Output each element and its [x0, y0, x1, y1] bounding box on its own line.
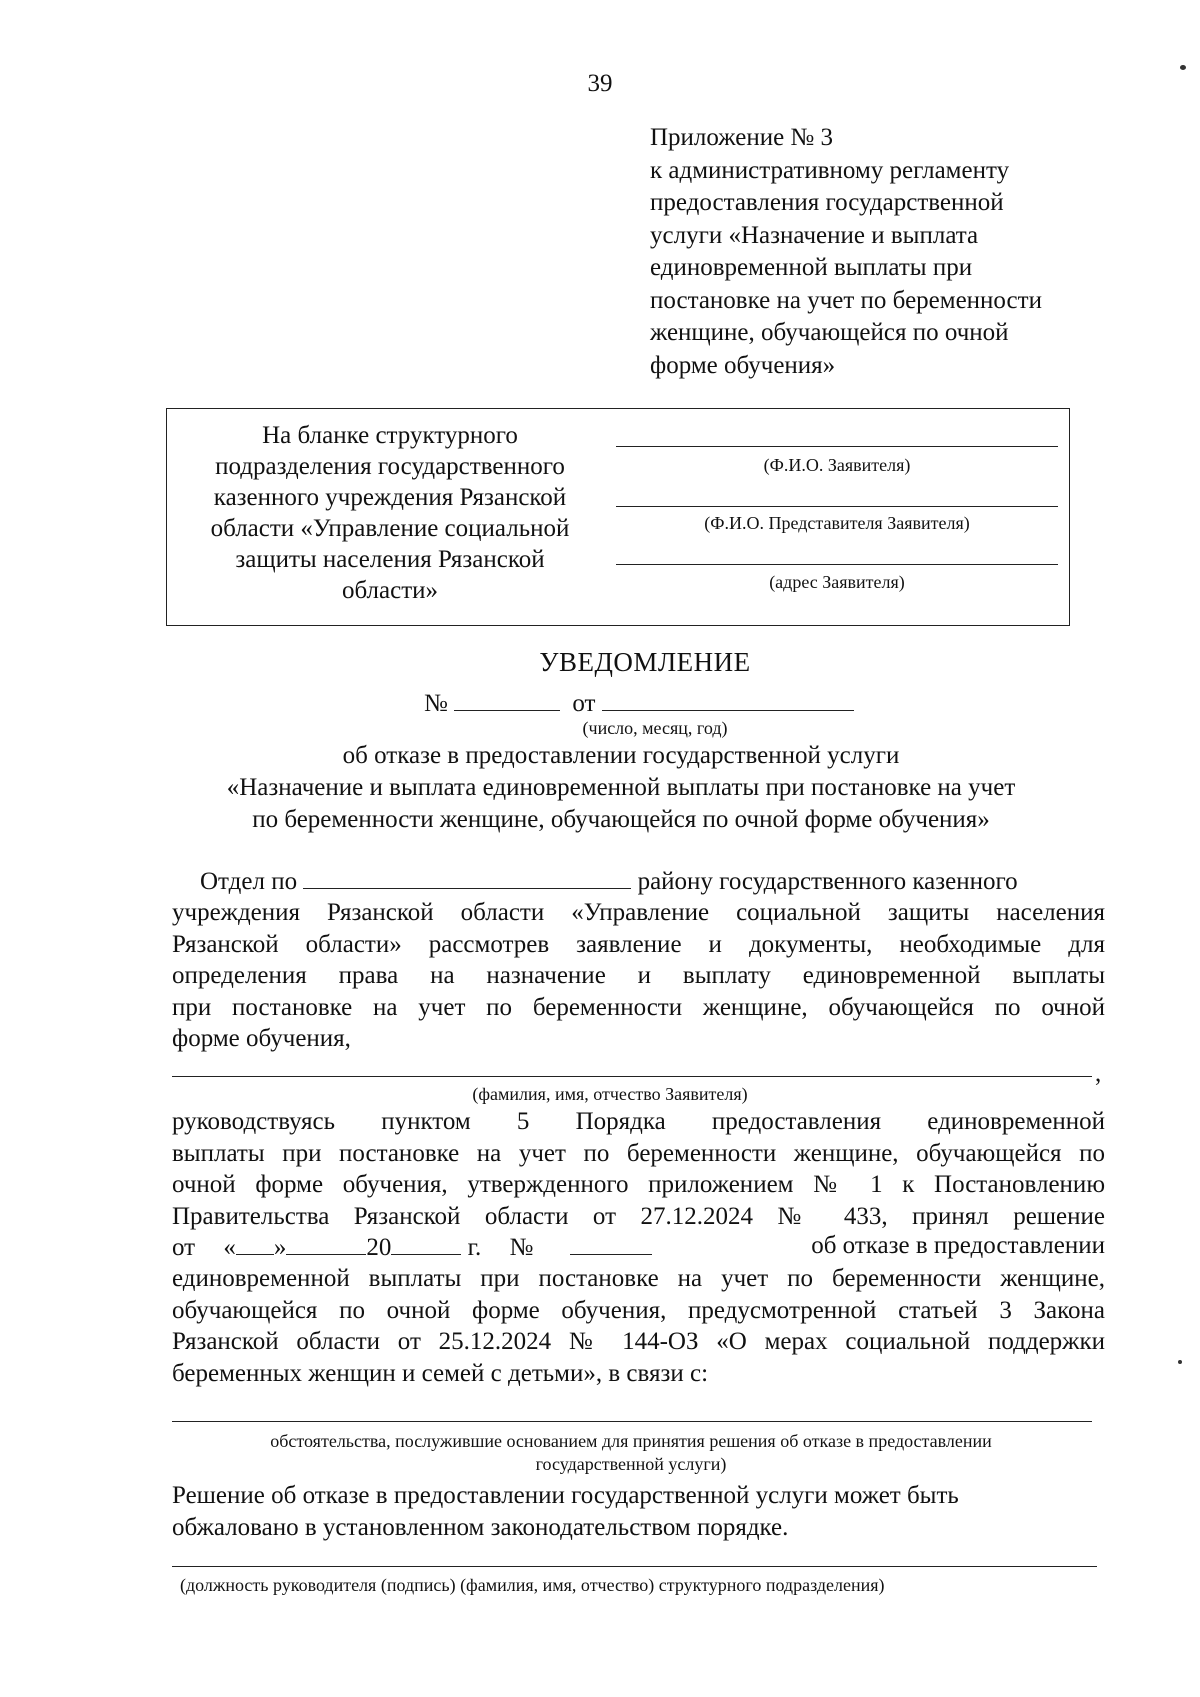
para1-first-line — [200, 866, 1018, 896]
decision-number-field[interactable] — [570, 1232, 652, 1255]
page-number: 39 — [587, 70, 613, 97]
appendix-line: единовременной выплаты при — [650, 254, 973, 281]
para1-line: определения права на назначение и выплату единовременной выплаты — [172, 962, 1105, 989]
district-field[interactable] — [303, 866, 631, 889]
open-quote: « — [223, 1234, 236, 1261]
appendix-line: постановке на учет по беременности — [650, 286, 1042, 314]
year-prefix: 20 — [366, 1234, 392, 1261]
para3-line: Рязанской области от 25.12.2024 № 144-ОЗ «О мерах социальной поддержки — [172, 1328, 1105, 1355]
para3-line: обучающейся по очной форме обучения, предусмотренной статьей 3 Закона — [172, 1296, 1105, 1324]
appendix-line: предоставления государственной — [650, 189, 1004, 216]
circumstances-caption-line: обстоятельства, послужившие основанием для принятия решения об отказе в предоставлении — [270, 1431, 992, 1451]
notice-number-field[interactable] — [454, 688, 560, 711]
para1-after: району государственного казенного — [637, 868, 1018, 895]
letterhead-line: подразделения государственного — [215, 453, 565, 480]
signature-caption: (должность руководителя (подпись) (фамилия, имя, отчество) структурного подразделения) — [180, 1575, 885, 1595]
applicant-name-field[interactable] — [616, 446, 1058, 447]
decision-day-field[interactable] — [236, 1232, 274, 1255]
applicant-fullname-field[interactable] — [172, 1076, 1092, 1077]
applicant-fullname-caption: (фамилия, имя, отчество Заявителя) — [472, 1084, 748, 1104]
representative-caption: (Ф.И.О. Представителя Заявителя) — [704, 513, 970, 533]
para2-line: руководствуясь пунктом 5 Порядка предоставления единовременной — [172, 1108, 1105, 1135]
decision-number-sign: № — [509, 1234, 534, 1261]
representative-name-field[interactable] — [616, 506, 1058, 507]
number-sign: № — [424, 690, 448, 717]
circumstances-caption — [166, 1430, 1096, 1476]
para1-line: форме обучения, — [172, 1025, 351, 1052]
notice-subject — [166, 740, 1076, 836]
letterhead-text — [186, 420, 594, 606]
circumstances-field[interactable] — [172, 1421, 1092, 1422]
appendix-line: женщине, обучающейся по очной — [650, 319, 1009, 346]
from-word: от — [572, 690, 596, 717]
para3 — [172, 1263, 1105, 1389]
letterhead-line: казенного учреждения Рязанской — [213, 484, 567, 511]
decision-from: от — [172, 1234, 196, 1261]
appeal-text — [172, 1480, 959, 1544]
para3-line: единовременной выплаты при постановке на учет по беременности женщине, — [172, 1265, 1105, 1292]
applicant-name-comma: , — [1095, 1060, 1102, 1087]
year-suffix: г. — [467, 1234, 482, 1261]
para1-line: учреждения Рязанской области «Управление социальной защиты населения — [172, 899, 1105, 926]
decision-rest: об отказе в предоставлении — [811, 1232, 1105, 1259]
para1-line: при постановке на учет по беременности женщине, обучающейся по очной — [172, 993, 1105, 1021]
notice-title: УВЕДОМЛЕНИЕ — [539, 647, 751, 677]
letterhead-line: На бланке структурного — [262, 422, 518, 449]
decision-year-field[interactable] — [391, 1232, 461, 1255]
decision-date-line — [172, 1232, 1105, 1262]
appendix-line: услуги «Назначение и выплата — [650, 221, 979, 249]
address-caption: (адрес Заявителя) — [769, 572, 905, 592]
applicant-address-field[interactable] — [616, 564, 1058, 565]
para2 — [172, 1106, 1105, 1232]
decision-month-field[interactable] — [286, 1232, 366, 1255]
letterhead-line: области «Управление социальной — [210, 515, 570, 542]
para2-line: очной форме обучения, утвержденного приложением № 1 к Постановлению — [172, 1171, 1105, 1198]
appendix-line: форме обучения» — [650, 351, 836, 379]
para2-line: Правительства Рязанской области от 27.12.2024 № 433, принял решение — [172, 1202, 1105, 1230]
scan-mark — [1180, 65, 1186, 70]
para3-line: беременных женщин и семей с детьми», в связи с: — [172, 1359, 709, 1387]
close-quote: » — [273, 1234, 287, 1261]
appendix-line: к административному регламенту — [650, 156, 1010, 184]
letterhead-line: области» — [341, 577, 439, 604]
letterhead-line: защиты населения Рязанской — [235, 546, 545, 573]
subject-line: об отказе в предоставлении государственной услуги — [342, 742, 900, 769]
signature-field[interactable] — [172, 1566, 1097, 1567]
para2-line: выплаты при постановке на учет по беременности женщине, обучающейся по — [172, 1139, 1105, 1167]
para1-start: Отдел по — [200, 868, 298, 895]
subject-line: по беременности женщине, обучающейся по очной форме обучения» — [252, 806, 990, 833]
circumstances-caption-line: государственной услуги) — [535, 1454, 727, 1474]
scan-mark — [1178, 1360, 1182, 1364]
subject-line: «Назначение и выплата единовременной выплаты при постановке на учет — [226, 774, 1016, 801]
appendix-line: Приложение № 3 — [650, 124, 834, 151]
applicant-caption: (Ф.И.О. Заявителя) — [763, 455, 911, 475]
appeal-line: обжаловано в установленном законодательством порядке. — [172, 1514, 789, 1541]
para1-line: Рязанской области» рассмотрев заявление и документы, необходимые для — [172, 930, 1105, 958]
notice-number-line — [424, 688, 854, 718]
notice-date-field[interactable] — [602, 688, 854, 711]
appendix-header — [650, 122, 1120, 382]
date-caption: (число, месяц, год) — [582, 718, 728, 738]
appeal-line: Решение об отказе в предоставлении государственной услуги может быть — [172, 1482, 959, 1509]
para1 — [172, 897, 1105, 1055]
